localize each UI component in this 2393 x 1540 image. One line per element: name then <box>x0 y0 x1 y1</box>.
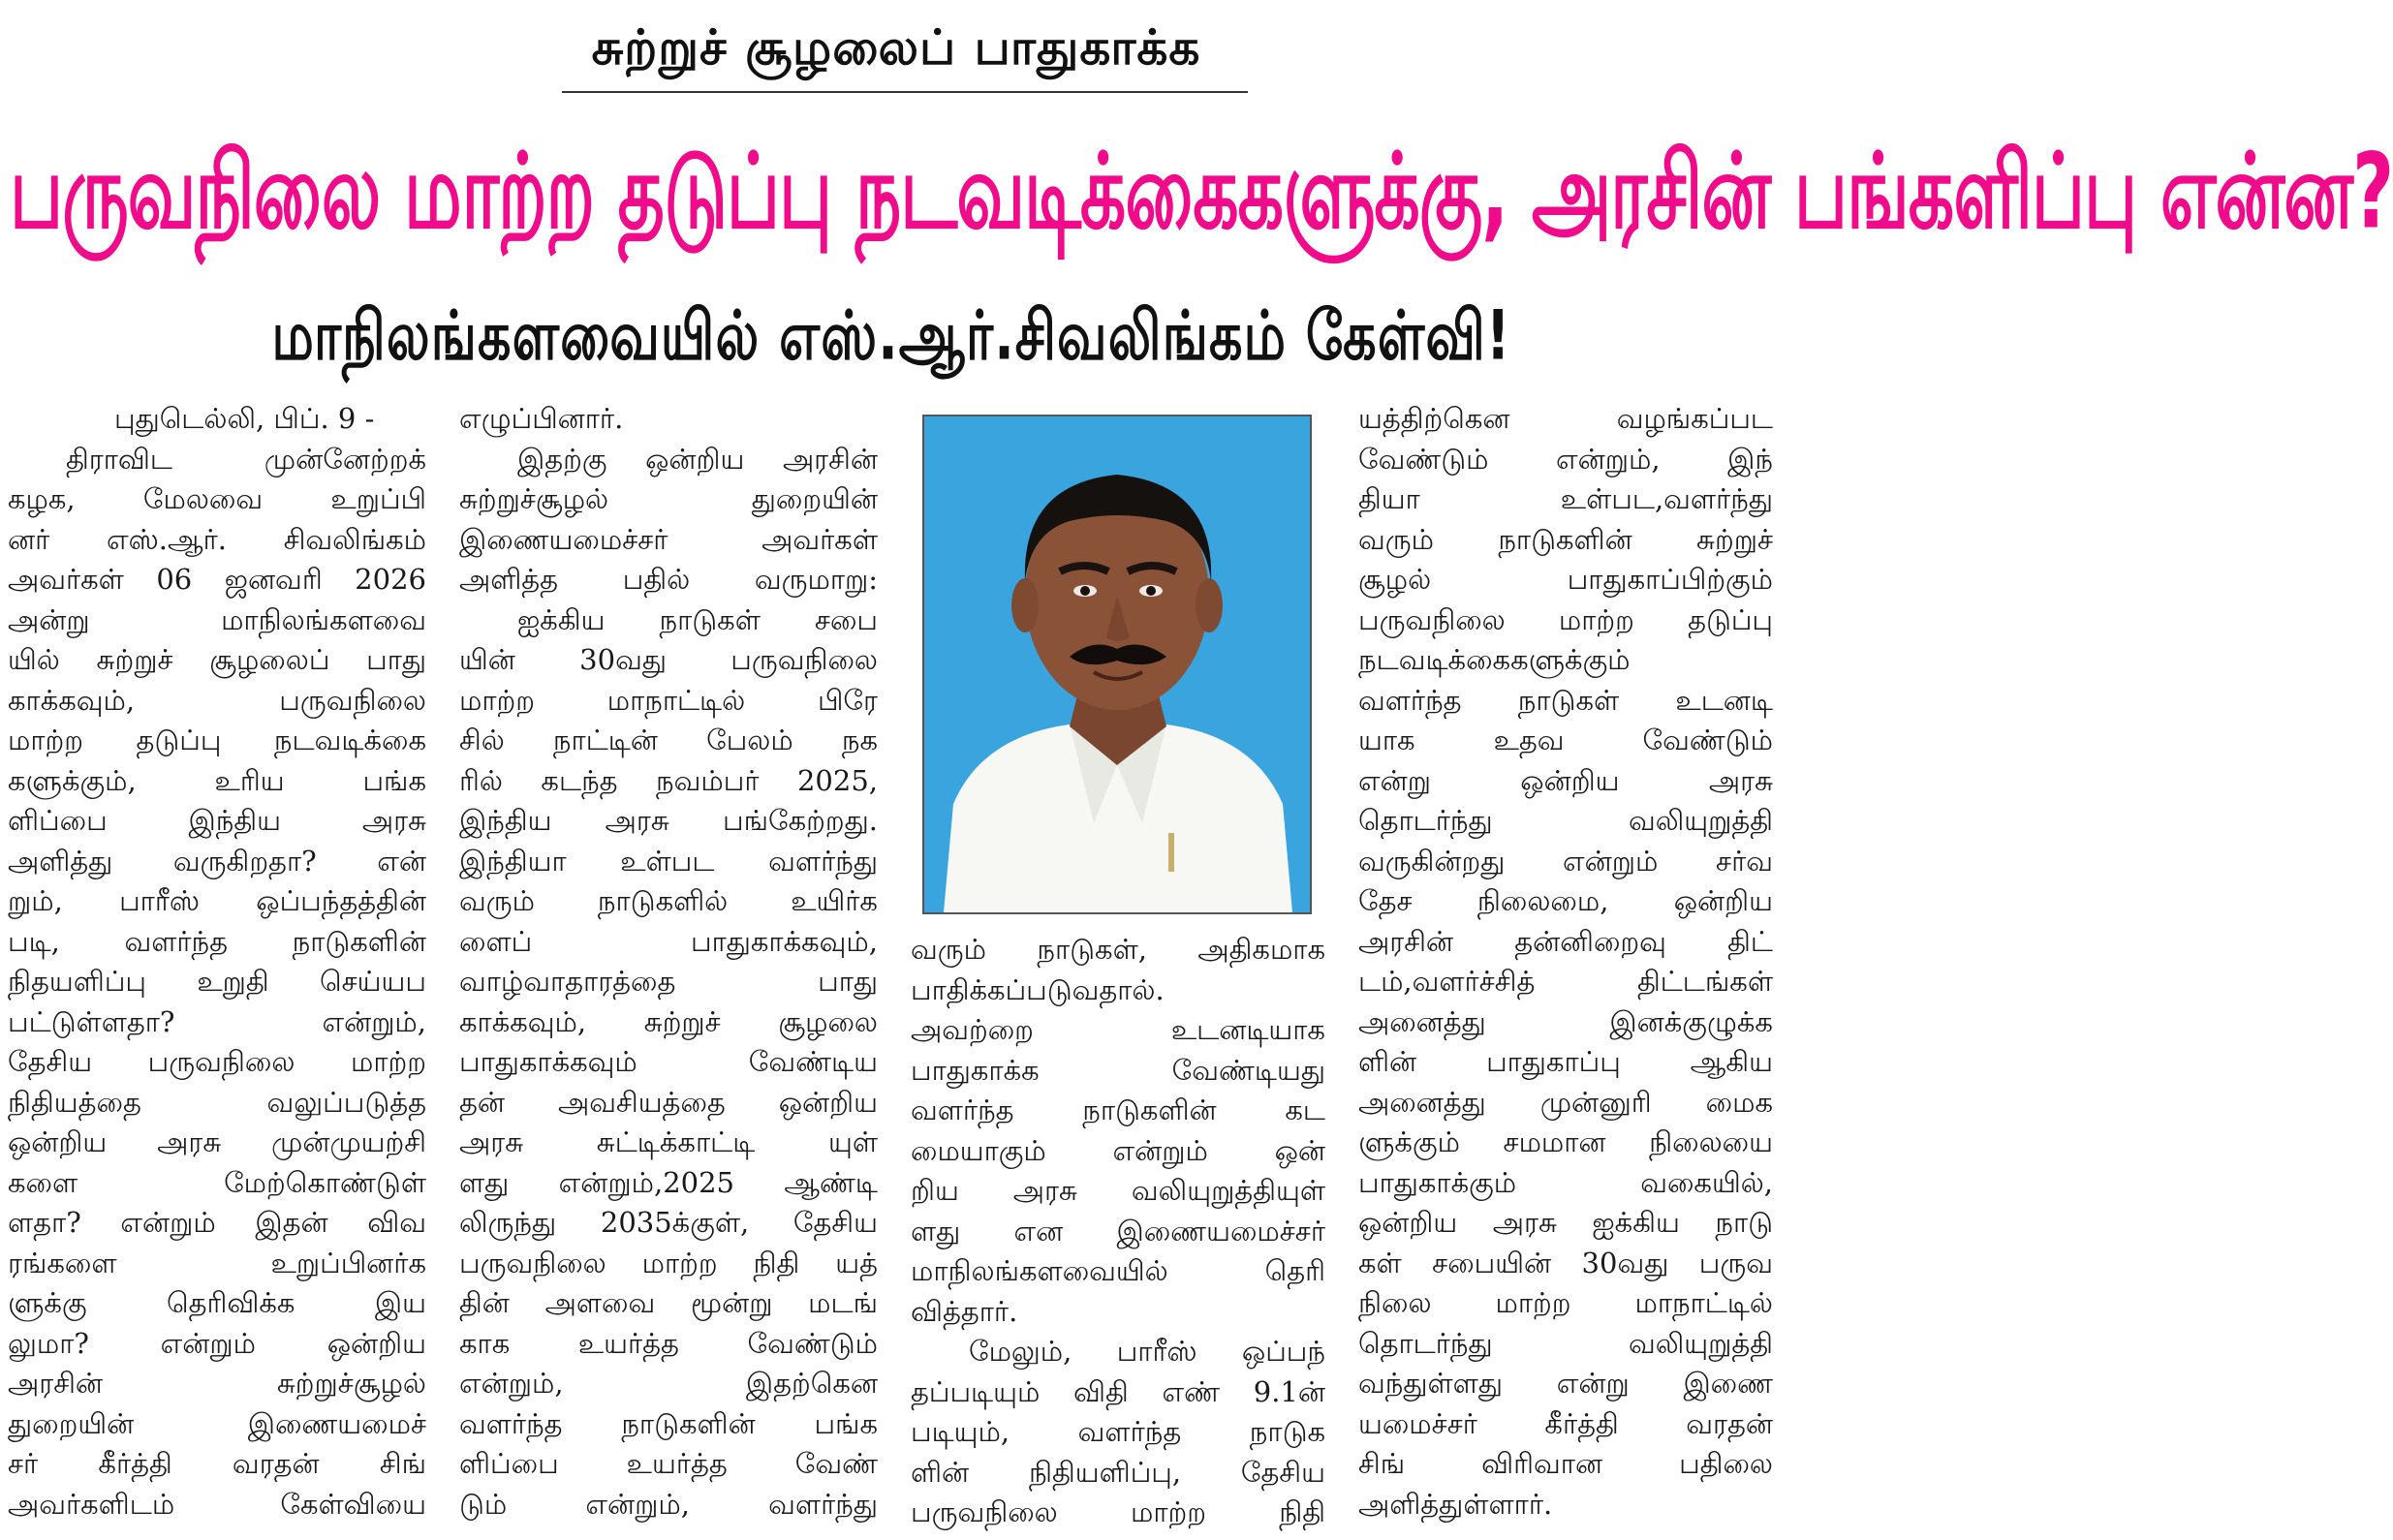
article-line: வளர்ந்த நாடுகள் உடனடி <box>1358 683 1773 717</box>
article-line: என்றும், இதற்கென <box>459 1367 878 1400</box>
article-line: என்று ஒன்றிய அரசு <box>1358 763 1773 797</box>
article-line: இதற்கு ஒன்றிய அரசின் <box>517 442 878 476</box>
article-line: அவர்கள் 06 ஜனவரி 2026 <box>8 563 426 596</box>
article-column-3 <box>911 930 1325 1533</box>
article-line: தப்படியும் விதி எண் 9.1ன் <box>911 1374 1325 1408</box>
article-line: அவற்றை உடனடியாக <box>911 1013 1325 1046</box>
article-line: தொடர்ந்து வலியுறுத்தி <box>1358 804 1773 837</box>
article-column-2 <box>459 399 878 1525</box>
article-line: அளித்த பதில் வருமாறு: <box>459 563 878 596</box>
article-line: பட்டுள்ளதா? என்றும், <box>8 1004 426 1038</box>
article-line: அனைத்து இனக்குழுக்க <box>1358 1004 1773 1038</box>
article-line: யத்திற்கென வழங்கப்பட <box>1358 402 1773 435</box>
article-line: அளித்துள்ளார். <box>1358 1487 1553 1521</box>
article-line: ளிப்பை உயர்த்த வேண் <box>459 1447 878 1480</box>
article-line: மாற்ற மாநாட்டில் பிரே <box>459 683 878 717</box>
article-line: மாற்ற தடுப்பு நடவடிக்கை <box>8 724 426 756</box>
article-column-4 <box>1358 399 1773 1525</box>
article-line: அரசு சுட்டிக்காட்டி யுள் <box>459 1125 878 1158</box>
article-line: வரும் நாடுகள், அதிகமாக <box>911 933 1325 966</box>
article-line: ரில் கடந்த நவம்பர் 2025, <box>459 763 878 797</box>
article-line: யில் சுற்றுச் சூழலைப் பாது <box>8 643 426 676</box>
article-line: ளைப் பாதுகாக்கவும், <box>459 924 878 958</box>
article-line: வித்தார். <box>911 1294 1018 1328</box>
article-line: டும் என்றும், வளர்ந்து <box>459 1487 878 1521</box>
article-line: புதுடெல்லி, பிப். 9 - <box>114 402 375 435</box>
article-line: பாதுகாக்கவும் வேண்டிய <box>459 1045 878 1078</box>
article-line: கழக, மேலவை உறுப்பி <box>8 482 426 515</box>
article-line: காக உயர்த்த வேண்டும் <box>459 1326 878 1360</box>
article-line: றிய அரசு வலியுறுத்தியுள் <box>911 1174 1325 1207</box>
article-line: காக்கவும், பருவநிலை <box>8 683 426 717</box>
article-line: கள் சபையின் 30வது பருவ <box>1358 1246 1773 1279</box>
article-line: பாதிக்கப்படுவதால். <box>911 972 1165 1006</box>
article-line: பாதுகாக்க வேண்டியது <box>911 1053 1325 1087</box>
article-line: அவர்களிடம் கேள்வியை <box>8 1487 426 1521</box>
article-line: தியா உள்பட,வளர்ந்து <box>1358 482 1773 515</box>
article-line: யாக உதவ வேண்டும் <box>1358 724 1773 756</box>
article-line: திராவிட முன்னேற்றக் <box>66 442 426 476</box>
article-line: தின் அளவை மூன்று மடங் <box>459 1286 878 1319</box>
article-line: அன்று மாநிலங்களவை <box>8 602 426 636</box>
article-line: இணையமைச்சர் அவர்கள் <box>459 522 878 556</box>
article-line: ளது என்றும்,2025 ஆண்டி <box>459 1165 878 1199</box>
article-line: களை மேற்கொண்டுள் <box>8 1165 426 1199</box>
article-line: துறையின் இணையமைச் <box>8 1406 426 1440</box>
article-line: படியும், வளர்ந்த நாடுக <box>911 1415 1325 1448</box>
article-line: களுக்கும், உரிய பங்க <box>8 763 426 797</box>
article-column-1 <box>8 399 426 1525</box>
article-line: வருகின்றது என்றும் சர்வ <box>1358 844 1773 878</box>
article-line: வேண்டும் என்றும், இந் <box>1358 442 1773 476</box>
article-line: யின் 30வது பருவநிலை <box>459 643 878 676</box>
article-line: அரசின் சுற்றுச்சூழல் <box>8 1367 426 1400</box>
article-line: காக்கவும், சுற்றுச் சூழலை <box>459 1004 878 1038</box>
article-line: வந்துள்ளது என்று இணை <box>1358 1367 1773 1400</box>
article-line: ளின் நிதியளிப்பு, தேசிய <box>911 1455 1325 1489</box>
article-line: ளிப்பை இந்திய அரசு <box>8 804 426 837</box>
article-line: வரும் நாடுகளின் சுற்றுச் <box>1358 522 1773 556</box>
article-line: னர் எஸ்.ஆர். சிவலிங்கம் <box>8 522 426 556</box>
article-line: தேச நிலைமை, ஒன்றிய <box>1358 884 1773 917</box>
article-line: யமைச்சர் கீர்த்தி வரதன் <box>1358 1406 1773 1440</box>
article-line: பருவநிலை மாற்ற நிதி யத் <box>459 1246 878 1279</box>
article-line: பருவநிலை மாற்ற தடுப்பு <box>1358 602 1773 636</box>
article-line: மையாகும் என்றும் ஒன் <box>911 1133 1325 1167</box>
article-line: சூழல் பாதுகாப்பிற்கும் <box>1358 563 1773 596</box>
article-line: வளர்ந்த நாடுகளின் கட <box>911 1093 1325 1126</box>
headline: பருவநிலை மாற்ற தடுப்பு நடவடிக்கைகளுக்கு, அரசின் பங்களிப்பு என்ன? <box>10 131 2393 253</box>
article-line: வாழ்வாதாரத்தை பாது <box>459 965 878 998</box>
article-line: ளதா? என்றும் இதன் விவ <box>8 1206 426 1239</box>
article-line: ஒன்றிய அரசு முன்முயற்சி <box>8 1125 426 1158</box>
portrait-photo <box>922 415 1312 914</box>
article-line: இந்தியா உள்பட வளர்ந்து <box>459 844 878 878</box>
article-line: ஒன்றிய அரசு ஐக்கிய நாடு <box>1358 1206 1773 1239</box>
kicker-heading: சுற்றுச் சூழலைப் பாதுகாக்க <box>591 19 1201 76</box>
article-line: அனைத்து முன்னுரி மைக <box>1358 1085 1773 1119</box>
article-line: நிலை மாற்ற மாநாட்டில் <box>1358 1286 1773 1319</box>
article-line: மேலும், பாரீஸ் ஒப்பந் <box>969 1335 1325 1368</box>
article-line: எழுப்பினார். <box>459 402 624 435</box>
article-line: நடவடிக்கைகளுக்கும் <box>1358 643 1631 676</box>
article-line: சர் கீர்த்தி வரதன் சிங் <box>8 1447 426 1480</box>
article-line: வரும் நாடுகளில் உயிர்க <box>459 884 878 917</box>
article-line: லிருந்து 2035க்குள், தேசிய <box>459 1206 878 1239</box>
article-line: அரசின் தன்னிறைவு திட் <box>1358 924 1773 958</box>
article-line: ளது என இணையமைச்சர் <box>911 1214 1325 1247</box>
article-line: பாதுகாக்கும் வகையில், <box>1358 1165 1773 1199</box>
article-line: படி, வளர்ந்த நாடுகளின் <box>8 924 426 958</box>
article-line: சுற்றுச்சூழல் துறையின் <box>459 482 878 515</box>
article-line: சில் நாட்டின் பேலம் நக <box>459 724 878 756</box>
article-line: றும், பாரீஸ் ஒப்பந்தத்தின் <box>8 884 426 917</box>
article-line: ளுக்கு தெரிவிக்க இய <box>8 1286 426 1319</box>
article-line: ளின் பாதுகாப்பு ஆகிய <box>1358 1045 1773 1078</box>
article-line: தொடர்ந்து வலியுறுத்தி <box>1358 1326 1773 1360</box>
article-line: ளுக்கும் சமமான நிலையை <box>1358 1125 1773 1158</box>
article-line: ரங்களை உறுப்பினர்க <box>8 1246 426 1279</box>
article-line: வளர்ந்த நாடுகளின் பங்க <box>459 1406 878 1440</box>
article-line: இந்திய அரசு பங்கேற்றது. <box>459 804 878 837</box>
article-line: ஐக்கிய நாடுகள் சபை <box>517 602 878 636</box>
article-line: டம்,வளர்ச்சித் திட்டங்கள் <box>1358 965 1773 998</box>
article-line: லுமா? என்றும் ஒன்றிய <box>8 1326 426 1360</box>
article-line: சிங் விரிவான பதிலை <box>1358 1447 1773 1480</box>
article-line: அளித்து வருகிறதா? என் <box>8 844 426 878</box>
article-line: பருவநிலை மாற்ற நிதி <box>911 1495 1325 1528</box>
article-line: நிதயளிப்பு உறுதி செய்யப <box>8 965 426 998</box>
subheadline: மாநிலங்களவையில் எஸ்.ஆர்.சிவலிங்கம் கேள்வி! <box>271 295 1511 376</box>
article-line: தன் அவசியத்தை ஒன்றிய <box>459 1085 878 1119</box>
article-line: நிதியத்தை வலுப்படுத்த <box>8 1085 426 1119</box>
article-line: தேசிய பருவநிலை மாற்ற <box>8 1045 426 1078</box>
article-line: மாநிலங்களவையில் தெரி <box>911 1254 1325 1287</box>
